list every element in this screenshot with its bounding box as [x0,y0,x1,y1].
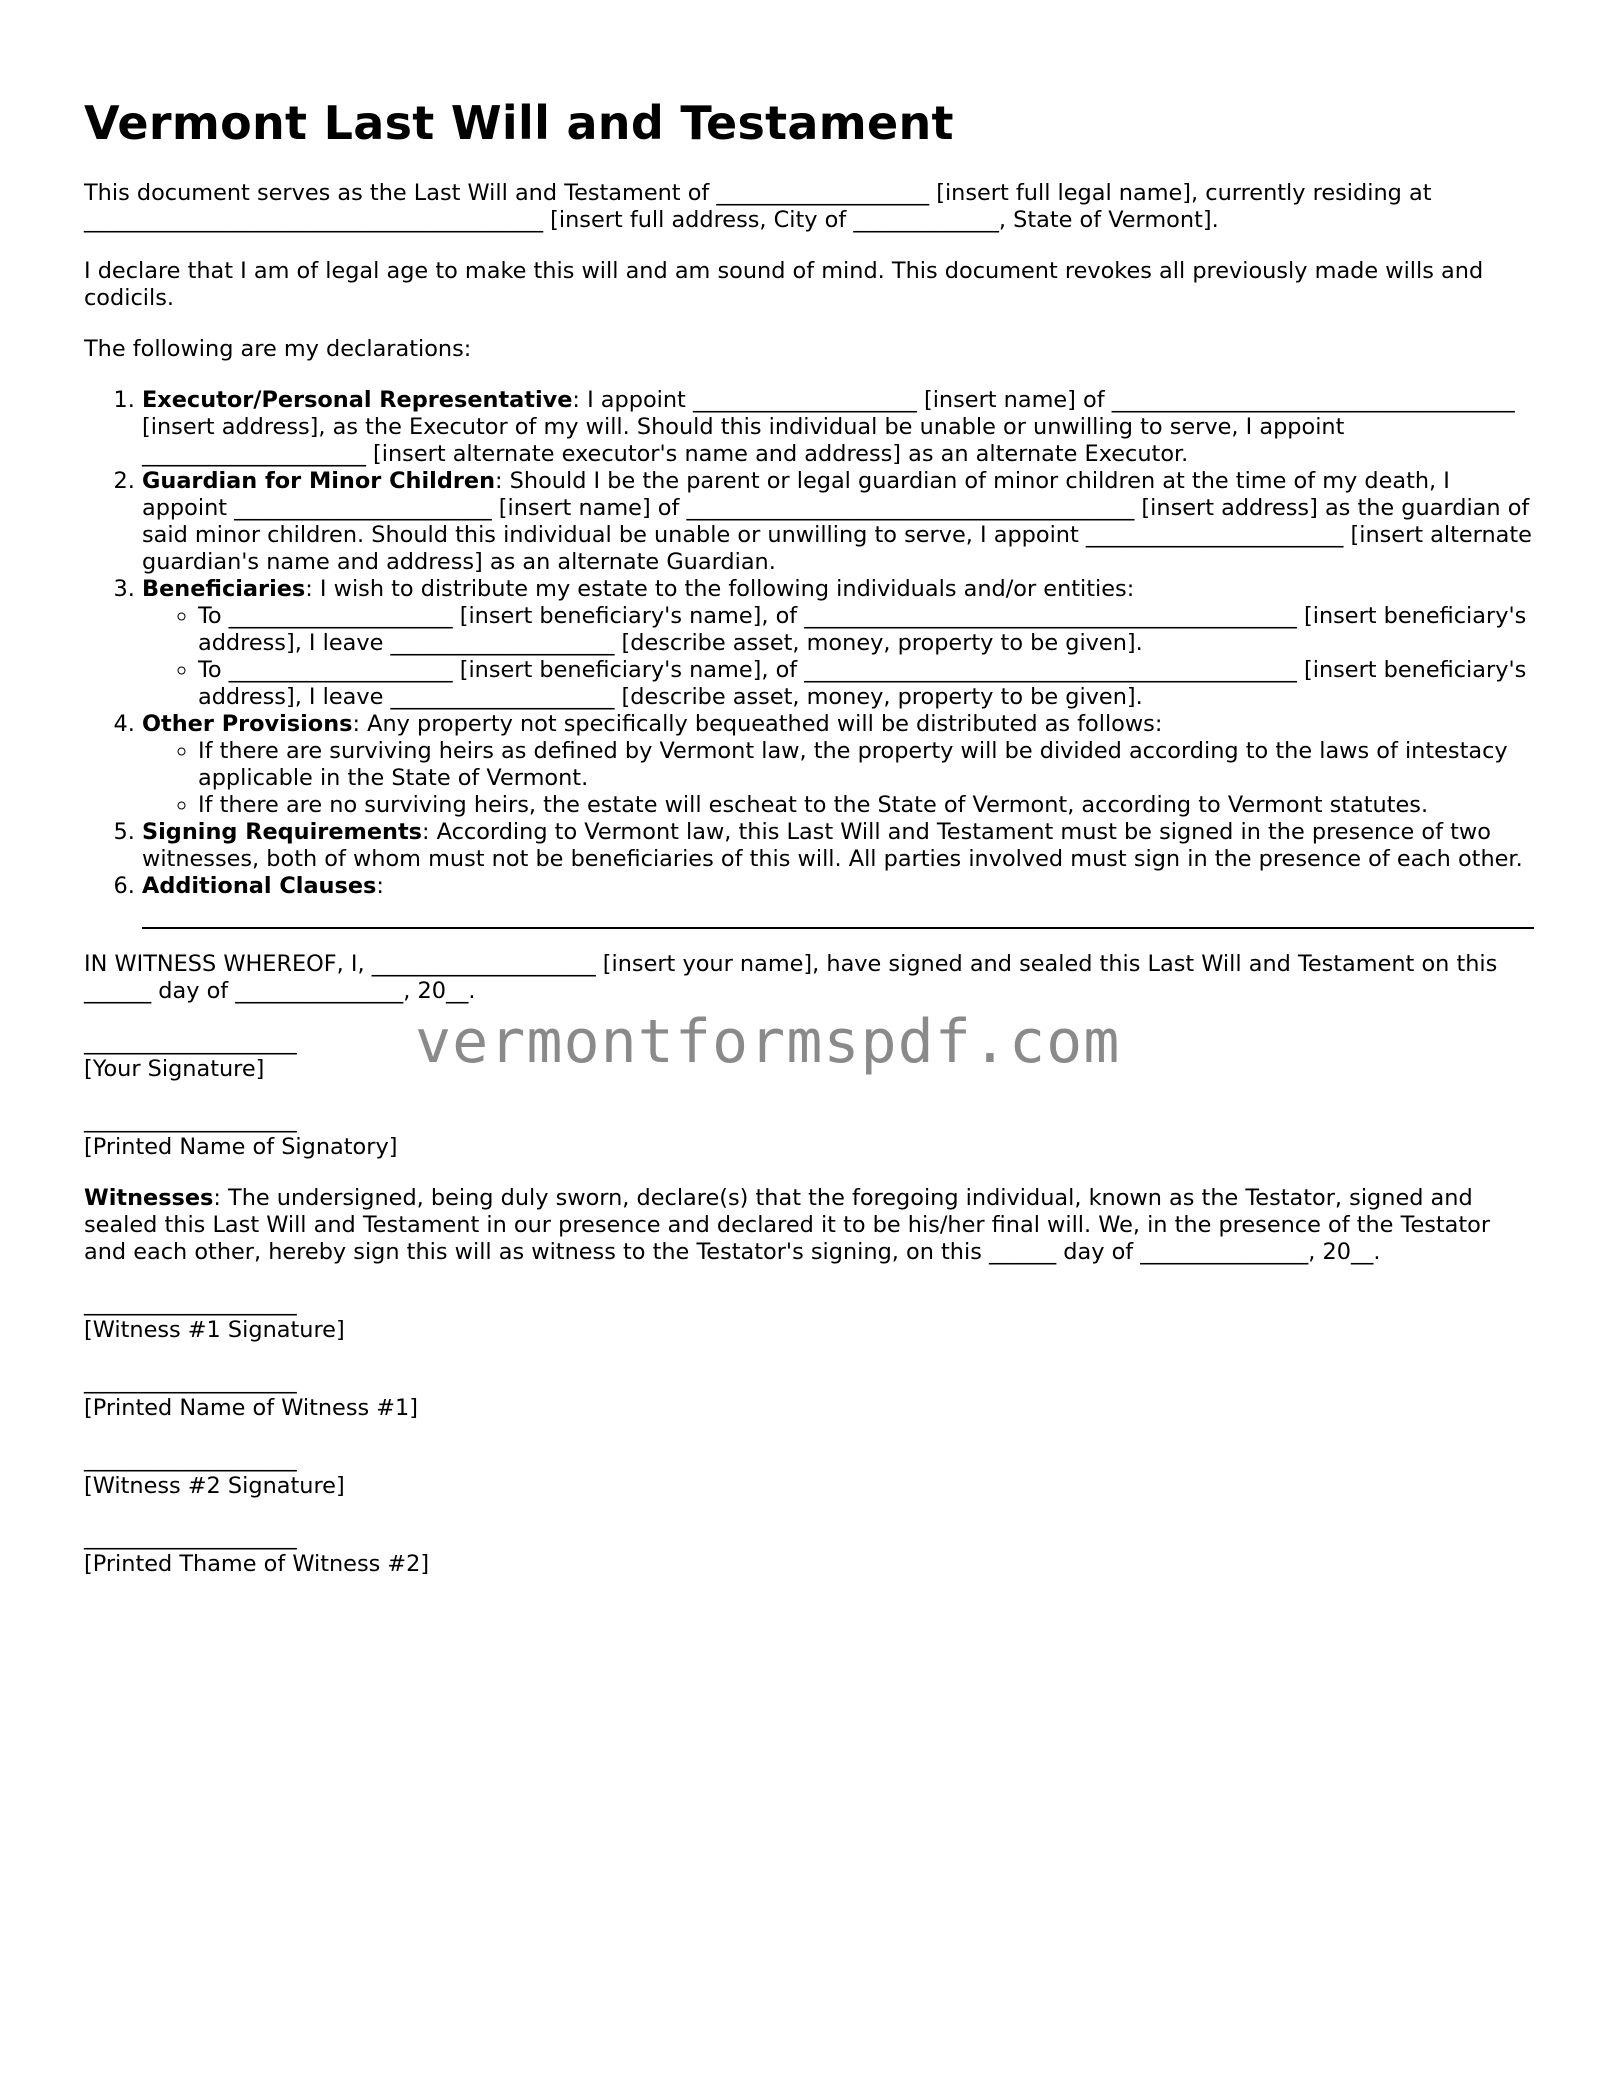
declaration-label: Signing Requirements [142,819,422,845]
signature-line: ___________________ [84,1290,297,1316]
additional-clauses-line [142,900,1534,929]
list-item: ◦ To ____________________ [insert beneficiary's name], of ____________________________________________ [insert beneficiary's address], I leave ____________________ [describe asset, money, property to be given]. [198,603,1534,657]
signature-line: ___________________ [84,1446,297,1472]
intro-paragraph: This document serves as the Last Will and Testament of ___________________ [insert full legal name], currently residing at _________________________________________ [insert full address, City of _____________, State of Vermont]. [84,180,1432,233]
list-item: ◦ If there are surviving heirs as defined by Vermont law, the property will be divided according to the laws of intestacy applicable in the State of Vermont. [198,738,1534,792]
printed-name-label: [Printed Name of Signatory] [84,1134,398,1160]
declaration-beneficiaries [142,576,1534,711]
witness1-signature-label: [Witness #1 Signature] [84,1317,345,1343]
watermark: vermontformspdf.com [415,1007,1121,1077]
declaration-other-provisions [142,711,1534,819]
witness2-printed-block [84,1524,1534,1578]
declaration-text: : According to Vermont law, this Last Will and Testament must be signed in the presence of two witnesses, both of whom must not be beneficiaries of this will. All parties involved must sign in the presence of each other. [142,819,1523,872]
document-page [84,96,1534,1602]
declaration-text: : Any property not specifically bequeathed will be distributed as follows: [352,711,1163,737]
declaration-label: Beneficiaries [142,576,306,602]
list-item: ◦ To ____________________ [insert beneficiary's name], of ____________________________________________ [insert beneficiary's address], I leave ____________________ [describe asset, money, property to be given]. [198,657,1534,711]
declarations-lead: The following are my declarations: [84,336,472,362]
signature-line: ___________________ [84,1029,297,1055]
witnesses-text: : The undersigned, being duly sworn, declare(s) that the foregoing individual, known as the Testator, signed and sealed this Last Will and Testament in our presence and declared it to be his/her final will. We, in the presence of the Testator and each other, hereby sign this will as witness to the Testator's signing, on this ______ day of _______________, 20__. [84,1185,1491,1265]
declaration-label: Guardian for Minor Children [142,468,496,494]
witness-whereof-paragraph: IN WITNESS WHEREOF, I, ____________________ [insert your name], have signed and sealed this Last Will and Testament on this ______ day of _______________, 20__. [84,951,1498,1004]
declaration-guardian [142,468,1534,576]
declarations-list [84,387,1534,929]
declaration-text: : I appoint ____________________ [insert name] of ____________________________________ [insert address], as the Executor of my will. Should this individual be unable or unwilling to serve, I appoint ____________________ [insert alternate executor's name and address] as an alternate Executor. [142,387,1515,467]
witness2-printed-label: [Printed Thame of Witness #2] [84,1551,430,1577]
declaration-executor [142,387,1534,468]
declaration-additional-clauses [142,873,1534,929]
your-signature-label: [Your Signature] [84,1056,265,1082]
declaration-text: : [376,873,384,899]
witnesses-paragraph [84,1185,1534,1266]
signature-line: ___________________ [84,1524,297,1550]
declaration-label: Other Provisions [142,711,353,737]
document-title: Vermont Last Will and Testament [84,96,954,150]
signature-line: ___________________ [84,1107,297,1133]
printed-name-block [84,1107,1534,1161]
witnesses-label: Witnesses [84,1185,214,1211]
signature-line: ___________________ [84,1368,297,1394]
witness1-printed-label: [Printed Name of Witness #1] [84,1395,419,1421]
provisions-list [142,738,1534,819]
declaration-signing-requirements [142,819,1534,873]
declaration-label: Executor/Personal Representative [142,387,573,413]
list-item: ◦ If there are no surviving heirs, the estate will escheat to the State of Vermont, according to Vermont statutes. [198,792,1534,819]
witness1-printed-block [84,1368,1534,1422]
declaration-paragraph: I declare that I am of legal age to make this will and am sound of mind. This document revokes all previously made wills and codicils. [84,258,1484,311]
declaration-label: Additional Clauses [142,873,377,899]
declaration-text: : Should I be the parent or legal guardian of minor children at the time of my death, I appoint _______________________ [insert name] of ________________________________________ [insert address] as the guardian of said minor children. Should this individual be unable or unwilling to serve, I appoint _______________________ [insert alternate guardian's name and address] as an alternate Guardian. [142,468,1532,575]
witness1-signature-block [84,1290,1534,1344]
declaration-text: : I wish to distribute my estate to the following individuals and/or entities: [305,576,1135,602]
witness2-signature-label: [Witness #2 Signature] [84,1473,345,1499]
witness2-signature-block [84,1446,1534,1500]
beneficiaries-list [142,603,1534,711]
